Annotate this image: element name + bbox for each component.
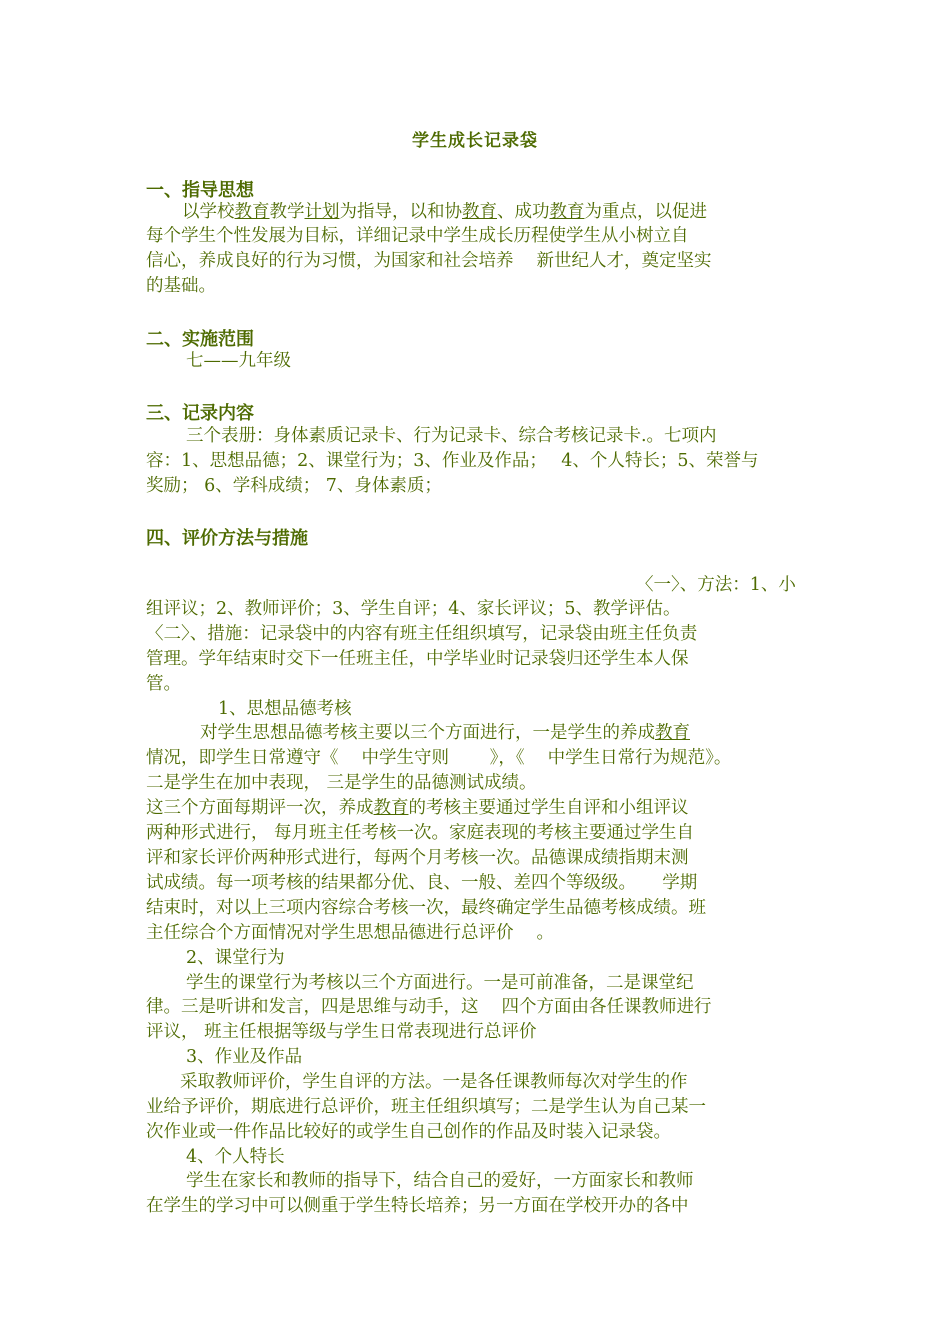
paragraph-line: 次作业或一件作品比较好的或学生自己创作的作品及时装入记录袋。 (146, 1122, 671, 1142)
paragraph-line: 情况，即学生日常遵守《 中学生守则 》，《 中学生日常行为规范》。 (146, 748, 732, 768)
paragraph-line: 学生在家长和教师的指导下，结合自己的爱好，一方面家长和教师 (186, 1171, 694, 1191)
paragraph-line: 的基础。 (146, 276, 216, 296)
subsection-title: 2、课堂行为 (186, 948, 285, 968)
subsection-title: 1、思想品德考核 (218, 699, 352, 719)
paragraph-line (182, 200, 707, 224)
underlined-term: 教育 (549, 202, 585, 222)
text-span: 、成功 (497, 202, 550, 222)
paragraph-line: 试成绩。每一项考核的结果都分优、良、一般、差四个等级级。 学期 (146, 873, 698, 893)
paragraph-line: 容：1、思想品德；2、课堂行为；3、作业及作品； 4、个人特长；5、荣誉与 (146, 451, 759, 471)
underlined-term: 教育 (234, 202, 270, 222)
underlined-term: 教育 (373, 798, 409, 818)
paragraph-line: 〈二〉、措施：记录袋中的内容有班主任组织填写，记录袋由班主任负责 (146, 624, 698, 644)
paragraph-line: 业给予评价，期底进行总评价，班主任组织填写；二是学生认为自己某一 (146, 1097, 706, 1117)
text-span: 为指导，以和协 (339, 202, 462, 222)
paragraph-line (146, 796, 689, 820)
section-heading-scope: 二、实施范围 (146, 329, 254, 350)
paragraph-line: 管。 (146, 674, 181, 694)
paragraph-line: 二是学生在加中表现， 三是学生的品德测试成绩。 (146, 773, 537, 793)
paragraph-line: 组评议；2、教师评价；3、学生自评；4、家长评议；5、教学评估。 (146, 599, 681, 619)
text-span: 为重点，以促进 (584, 202, 707, 222)
text-span: 对学生思想品德考核主要以三个方面进行，一是学生的养成 (200, 723, 655, 743)
paragraph-line: 奖励； 6、学科成绩； 7、身体素质； (146, 476, 442, 496)
text-span: 的考核主要通过学生自评和小组评议 (408, 798, 689, 818)
paragraph-line: 〈一〉、方法：1、小 (636, 575, 796, 595)
paragraph-line: 七——九年级 (186, 351, 291, 371)
paragraph-line: 在学生的学习中可以侧重于学生特长培养；另一方面在学校开办的各中 (146, 1196, 689, 1216)
subsection-title: 4、个人特长 (186, 1147, 285, 1167)
paragraph-line: 采取教师评价，学生自评的方法。一是各任课教师每次对学生的作 (180, 1072, 688, 1092)
section-heading-guiding-idea: 一、指导思想 (146, 180, 254, 201)
paragraph-line (200, 721, 690, 745)
underlined-term: 计划 (304, 202, 340, 222)
underlined-term: 教育 (655, 723, 690, 743)
underlined-term: 教育 (462, 202, 497, 222)
text-span: 以学校 (182, 202, 235, 222)
text-span: 教学 (269, 202, 305, 222)
paragraph-line: 信心，养成良好的行为习惯，为国家和社会培养 新世纪人才，奠定坚实 (146, 251, 712, 271)
section-heading-record-content: 三、记录内容 (146, 403, 254, 424)
paragraph-line: 学生的课堂行为考核以三个方面进行。一是可前准备，二是课堂纪 (186, 973, 694, 993)
section-heading-evaluation: 四、评价方法与措施 (146, 528, 308, 549)
text-span: 这三个方面每期评一次，养成 (146, 798, 374, 818)
paragraph-line: 两种形式进行， 每月班主任考核一次。家庭表现的考核主要通过学生自 (146, 823, 695, 843)
subsection-title: 3、作业及作品 (186, 1047, 303, 1067)
paragraph-line: 结束时，对以上三项内容综合考核一次，最终确定学生品德考核成绩。班 (146, 898, 706, 918)
paragraph-line: 三个表册：身体素质记录卡、行为记录卡、综合考核记录卡.。七项内 (186, 426, 717, 446)
paragraph-line: 主任综合个方面情况对学生思想品德进行总评价 。 (146, 923, 555, 943)
paragraph-line: 律。三是听讲和发言，四是思维与动手，这 四个方面由各任课教师进行 (146, 997, 712, 1017)
paragraph-line: 评议， 班主任根据等级与学生日常表现进行总评价 (146, 1022, 537, 1042)
paragraph-line: 每个学生个性发展为目标，详细记录中学生成长历程使学生从小树立自 (146, 226, 689, 246)
document-title: 学生成长记录袋 (412, 131, 538, 151)
paragraph-line: 管理。学年结束时交下一任班主任，中学毕业时记录袋归还学生本人保 (146, 649, 689, 669)
paragraph-line: 评和家长评价两种形式进行，每两个月考核一次。品德课成绩指期末测 (146, 848, 689, 868)
